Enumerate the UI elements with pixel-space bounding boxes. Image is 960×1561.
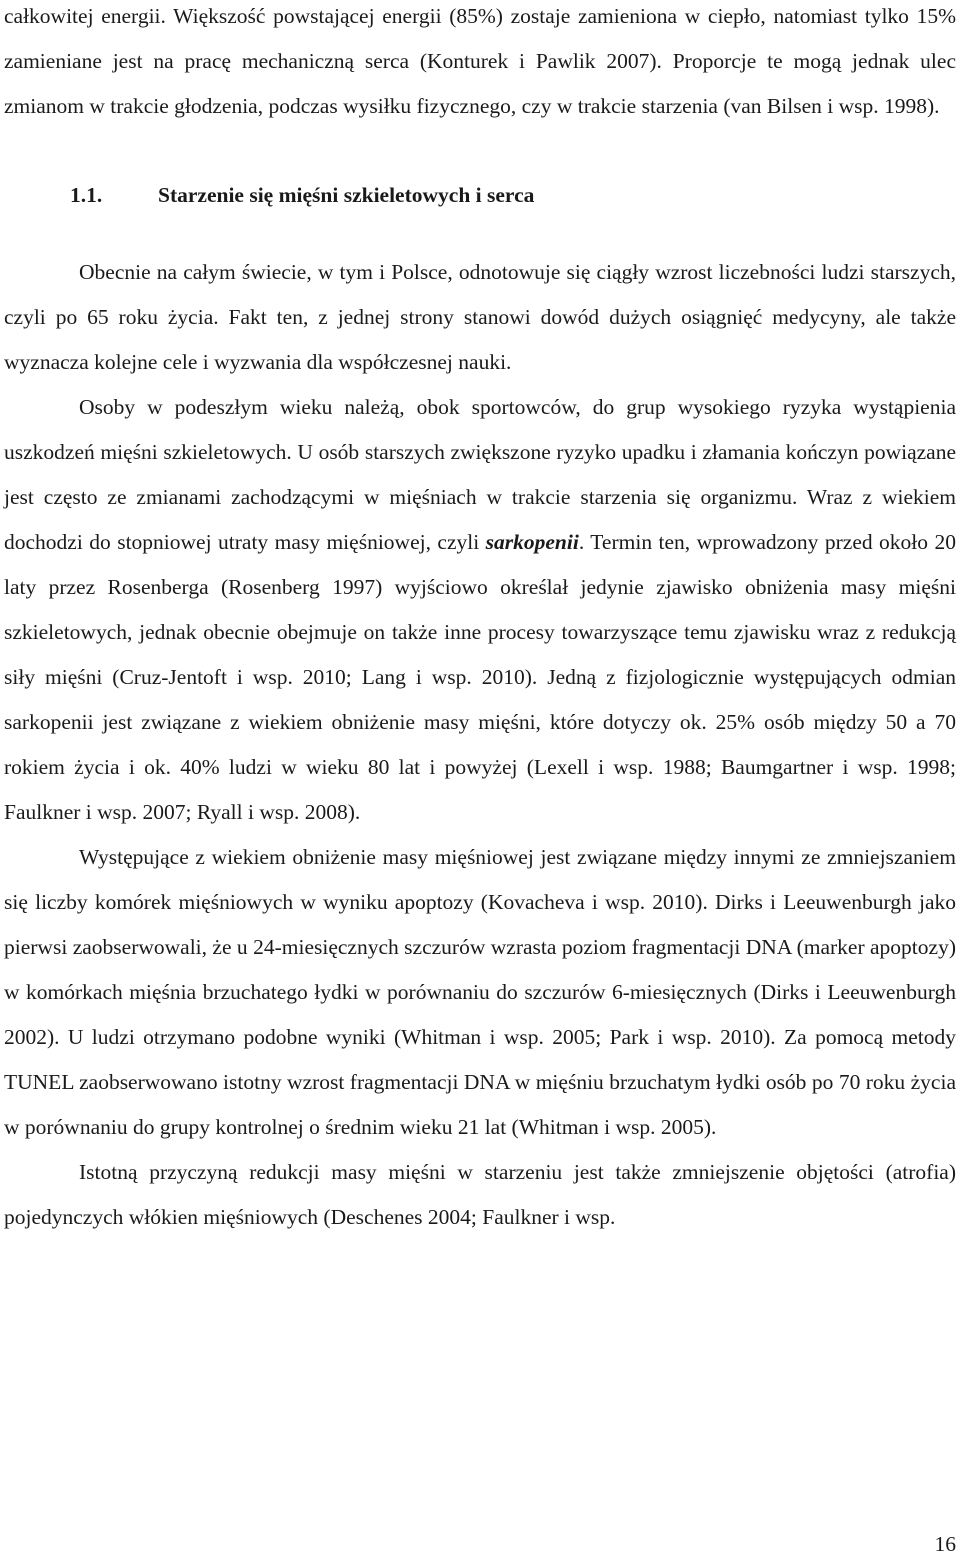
page-number: 16 [934, 1532, 956, 1556]
paragraph-2 [4, 385, 956, 835]
paragraph-1: Obecnie na całym świecie, w tym i Polsce, odnotowuje się ciągły wzrost liczebności ludzi starszych, czyli po 65 roku życia. Fakt ten, z jednej strony stanowi dowód dużych osiągnięć medycyny, ale także wyznacza kolejne cele i wyzwania dla współczesnej nauki. [4, 260, 956, 374]
section-number: 1.1. [70, 183, 103, 207]
term-sarkopenia: sarkopenii [485, 530, 579, 554]
paragraph-4: Istotną przyczyną redukcji masy mięśni w starzeniu jest także zmniejszenie objętości (atrofia) pojedynczych włókien mięśniowych (Deschenes 2004; Faulkner i wsp. [4, 1160, 956, 1229]
section-title: Starzenie się mięśni szkieletowych i serca [158, 183, 535, 207]
document-page [4, 0, 956, 1240]
section-heading [70, 173, 956, 218]
paragraph-intro-end: całkowitej energii. Większość powstającej energii (85%) zostaje zamieniona w ciepło, natomiast tylko 15% zamieniane jest na pracę mechaniczną serca (Konturek i Pawlik 2007). Proporcje te mogą jednak ulec zmianom w trakcie głodzenia, podczas wysiłku fizycznego, czy w trakcie starzenia (van Bilsen i wsp. 1998). [4, 4, 956, 118]
paragraph-3: Występujące z wiekiem obniżenie masy mięśniowej jest związane między innymi ze zmniejszaniem się liczby komórek mięśniowych w wyniku apoptozy (Kovacheva i wsp. 2010). Dirks i Leeuwenburgh jako pierwsi zaobserwowali, że u 24-miesięcznych szczurów wzrasta poziom fragmentacji DNA (marker apoptozy) w komórkach mięśnia brzuchatego łydki w porównaniu do szczurów 6-miesięcznych (Dirks i Leeuwenburgh 2002). U ludzi otrzymano podobne wyniki (Whitman i wsp. 2005; Park i wsp. 2010). Za pomocą metody TUNEL zaobserwowano istotny wzrost fragmentacji DNA w mięśniu brzuchatym łydki osób po 70 roku życia w porównaniu do grupy kontrolnej o średnim wieku 21 lat (Whitman i wsp. 2005). [4, 845, 956, 1139]
paragraph-2-text-a: Osoby w podeszłym wieku należą, obok sportowców, do grup wysokiego ryzyka wystąpienia uszkodzeń mięśni szkieletowych. U osób starszych zwiększone ryzyko upadku i złamania kończyn powiązane jest często ze zmianami zachodzącymi w mięśniach w trakcie starzenia się organizmu. Wraz z wiekiem dochodzi do stopniowej utraty masy mięśniowej, czyli [4, 395, 956, 554]
paragraph-2-text-b: . Termin ten, wprowadzony przed około 20 laty przez Rosenberga (Rosenberg 1997) wyjściowo określał jedynie zjawisko obniżenia masy mięśni szkieletowych, jednak obecnie obejmuje on także inne procesy towarzyszące temu zjawisku wraz z redukcją siły mięśni (Cruz-Jentoft i wsp. 2010; Lang i wsp. 2010). Jedną z fizjologicznie występujących odmian sarkopenii jest związane z wiekiem obniżenie masy mięśni, które dotyczy ok. 25% osób między 50 a 70 rokiem życia i ok. 40% ludzi w wieku 80 lat i powyżej (Lexell i wsp. 1988; Baumgartner i wsp. 1998; Faulkner i wsp. 2007; Ryall i wsp. 2008). [4, 530, 956, 824]
